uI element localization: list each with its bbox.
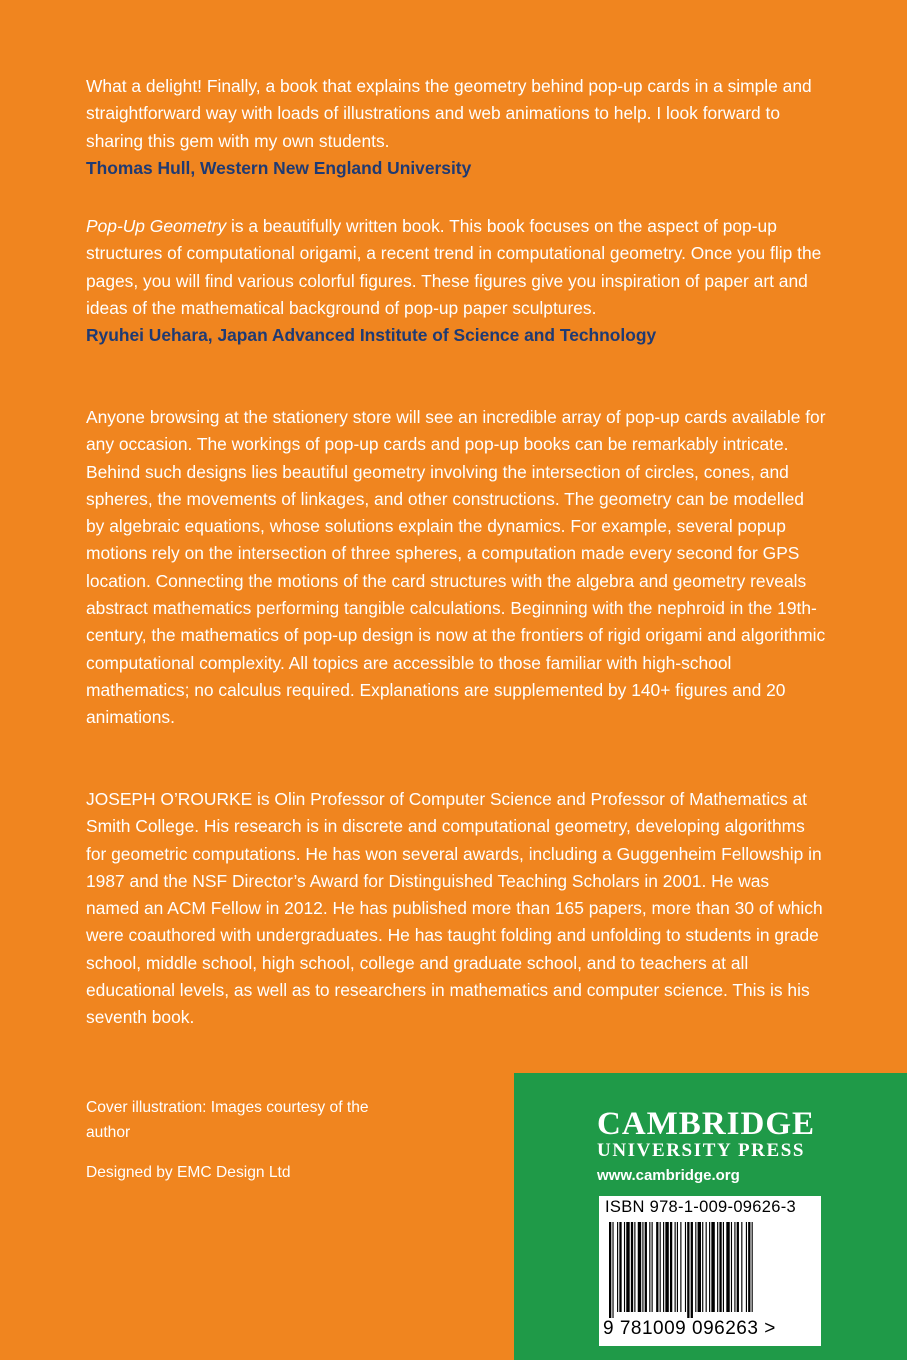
barcode-bar <box>717 1222 718 1312</box>
barcode-bar <box>680 1222 681 1312</box>
blurb-hull-text: What a delight! Finally, a book that explains the geometry behind pop-up cards in a simple and straightforward way with loads of illustrations and web animations to help. I look forward to sharing this gem with my own students. <box>86 76 812 151</box>
blurb-hull <box>86 73 826 182</box>
author-bio <box>86 786 826 1032</box>
barcode-bar <box>748 1222 750 1312</box>
barcode-bar <box>711 1222 714 1312</box>
barcode-bar <box>624 1222 625 1312</box>
book-title-italic: Pop-Up Geometry <box>86 216 227 236</box>
publisher-panel <box>514 1073 907 1360</box>
blurb-uehara <box>86 213 826 349</box>
barcode-bar <box>726 1222 729 1312</box>
barcode-bar <box>695 1222 696 1312</box>
barcode-bar <box>663 1222 664 1312</box>
barcode-bar <box>737 1222 739 1312</box>
ean-digits: 9 781009 096263 > <box>603 1318 776 1339</box>
barcode-bar <box>719 1222 721 1312</box>
barcode-bar <box>723 1222 724 1312</box>
barcode-bar <box>665 1222 668 1312</box>
barcode-bar <box>634 1222 635 1312</box>
barcode-bar <box>609 1222 611 1318</box>
barcode-bar <box>706 1222 707 1312</box>
barcode-bar <box>617 1222 618 1312</box>
book-description <box>86 404 826 732</box>
isbn-label: ISBN 978-1-009-09626-3 <box>605 1198 796 1216</box>
barcode-icon <box>605 1222 815 1318</box>
author-bio-text: JOSEPH O’ROURKE is Olin Professor of Computer Science and Professor of Mathematics at Smith College. His research is in discrete and computational geometry, developing algorithms for geometric computations. He has won several awards, including a Guggenheim Fellowship in 1987 and the NSF Director’s Award for Distinguished Teaching Scholars in 2001. He was named an ACM Fellow in 2012. He has published more than 165 papers, more than 30 of which were coauthored with undergraduates. He has taught folding and unfolding to students in grade school, middle school, high school, college and graduate school, and to teachers at all educational levels, as well as to researchers in mathematics and computer science. This is his seventh book. <box>86 789 823 1028</box>
cover-credit: Cover illustration: Images courtesy of the author <box>86 1099 369 1141</box>
barcode-bar <box>642 1222 643 1312</box>
publisher-url: www.cambridge.org <box>597 1167 740 1184</box>
barcode-bar <box>660 1222 661 1312</box>
blurb-uehara-attribution: Ryuhei Uehara, Japan Advanced Institute of Science and Technology <box>86 325 657 346</box>
barcode-bar <box>741 1222 742 1312</box>
barcode-bar <box>746 1222 747 1312</box>
publisher-subtitle: UNIVERSITY PRESS <box>597 1140 806 1161</box>
publisher-name: CAMBRIDGE <box>597 1106 816 1142</box>
barcode-bar <box>626 1222 629 1312</box>
book-description-text: Anyone browsing at the stationery store will see an incredible array of pop-up cards available for any occasion. The workings of pop-up cards and pop-up books can be remarkably intricate. Behind such designs lies beautiful geometry involving the intersection of circles, cones, and spheres, the movements of linkages, and other constructions. The geometry can be modelled by algebraic equations, whose solutions explain the dynamics. For example, several popup motions rely on the intersection of three spheres, a computation made every second for GPS location. Connecting the motions of the card structures with the algebra and geometry reveals abstract mathematics performing tangible calculations. Beginning with the nephroid in the 19th-century, the mathematics of pop-up design is now at the frontiers of rigid origami and algorithmic computational complexity. All topics are accessible to those familiar with high-school mathematics; no calculus required. Explanations are supplemented by 140+ figures and 20 animations. <box>86 407 826 728</box>
barcode-bar <box>631 1222 633 1312</box>
designer-credit: Designed by EMC Design Ltd <box>86 1164 291 1181</box>
barcode-bar <box>649 1222 650 1312</box>
barcode-bar <box>698 1222 701 1312</box>
barcode-bar <box>702 1222 703 1312</box>
barcode-box <box>599 1196 821 1346</box>
barcode-bar <box>691 1222 693 1318</box>
barcode-bar <box>709 1222 710 1312</box>
barcode-bar <box>638 1222 641 1312</box>
blurb-uehara-text <box>86 213 826 322</box>
barcode-bar <box>677 1222 678 1312</box>
barcode-bar <box>752 1222 753 1312</box>
barcode-bar <box>670 1222 672 1312</box>
blurb-uehara-body: is a beautifully written book. This book focuses on the aspect of pop-up structures of computational origami, a recent trend in computational geometry. Once you flip the pages, you will find various colorful figures. These figures give you inspiration of paper art and ideas of the mathematical background of pop-up paper sculptures. <box>86 216 822 318</box>
barcode-bar <box>734 1222 735 1312</box>
barcode-bar <box>685 1222 686 1312</box>
barcode-bar <box>656 1222 658 1312</box>
barcode-bar <box>731 1222 732 1312</box>
barcode-bar <box>675 1222 676 1312</box>
barcode-bar <box>645 1222 647 1312</box>
blurb-hull-attribution: Thomas Hull, Western New England University <box>86 157 472 178</box>
barcode-bar <box>612 1222 613 1318</box>
barcode-bar <box>619 1222 621 1312</box>
barcode-bar <box>652 1222 653 1312</box>
barcode-bar <box>687 1222 689 1318</box>
